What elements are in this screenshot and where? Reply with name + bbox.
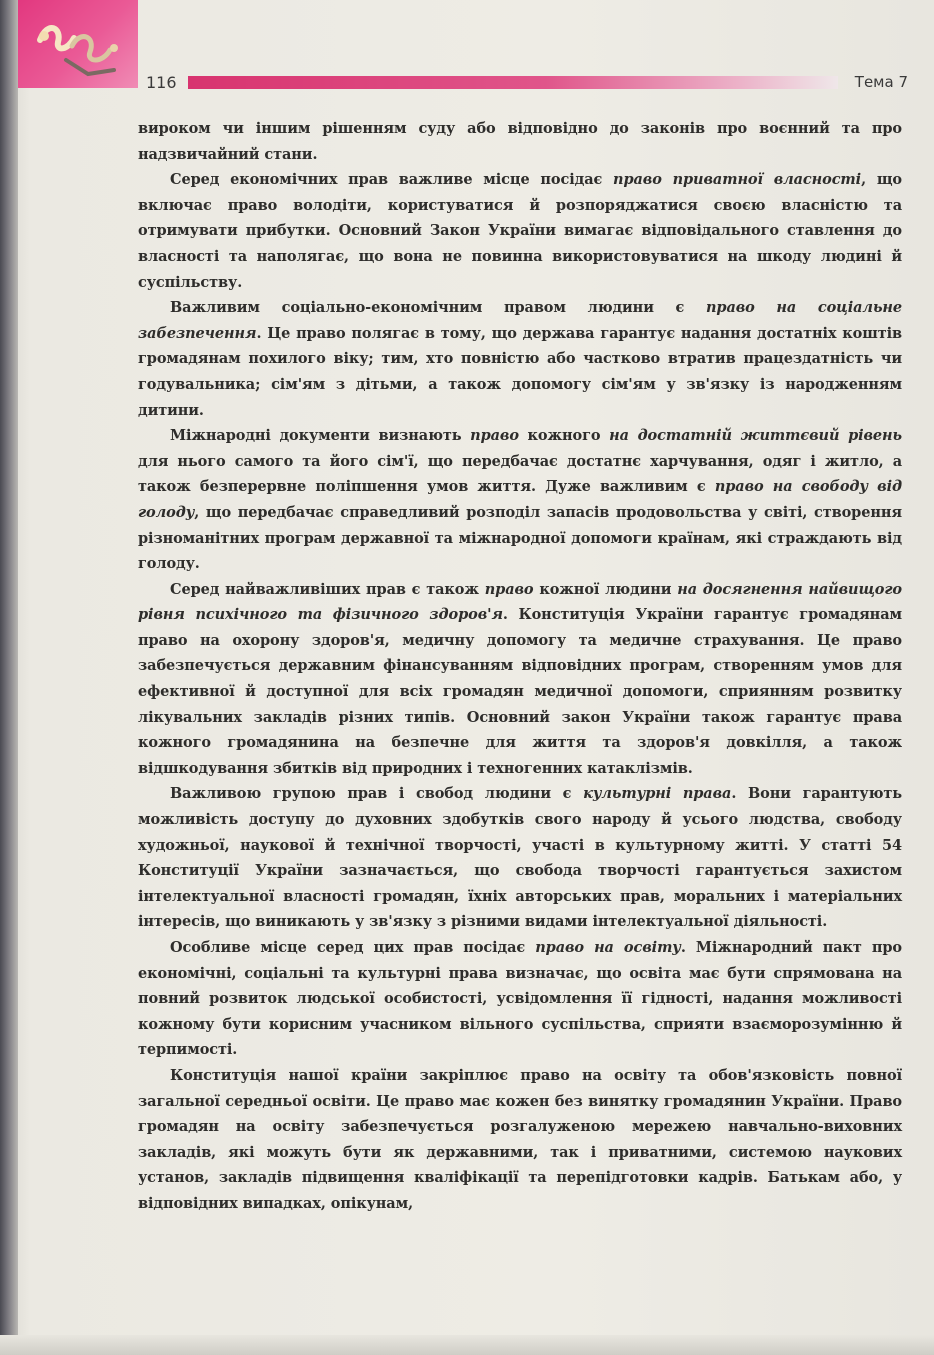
paragraph: Важливою групою прав і свобод людини є культурні права. Вони гарантують можливість доступу до духовних здобутків свого народу й усього людства, свободу художньої, наукової й технічної творчості, участі в культурному житті. У статті 54 Конституції України зазначається, що свобода творчості гарантується захистом інтелектуальної власності громадян, їхніх авторських прав, моральних і матеріальних інтересів, що виникають у зв'язку з різними видами інтелектуальної діяльності.	[138, 785, 902, 931]
paragraph: Конституція нашої країни закріплює право на освіту та обов'язковість повної загальної середньої освіти. Це право має кожен без винятку громадянин України. Право громадян на освіту забезпечується розгалуженою мережею навчально-виховних закладів, які можуть бути як державними, так і приватними, системою наукових установ, закладів підвищення кваліфікації та перепідготовки кадрів. Батькам або, у відповідних випадках, опікунам,	[138, 1066, 902, 1212]
decorative-figure-icon	[18, 0, 138, 88]
book-spine	[0, 0, 18, 1355]
emphasis: право на свободу від голоду	[138, 478, 902, 521]
chapter-label: Тема 7	[854, 73, 908, 91]
emphasis: право	[484, 580, 534, 598]
emphasis: на досягнення найвищого рівня психічного та фізичного здоров'я	[138, 580, 902, 624]
page-header	[138, 70, 908, 96]
page-bottom-edge	[0, 1335, 934, 1355]
emphasis: право приватної власності	[613, 171, 862, 189]
emphasis: право	[470, 427, 519, 445]
paragraph: Міжнародні документи визнають право кожного на достатній життєвий рівень для нього самого та його сім'ї, що передбачає достатнє харчування, одяг і житло, а також безперервне поліпшення умов життя. Дуже важливим є право на свободу від голоду, що передбачає справедливий розподіл запасів продовольства у світі, створення різноманітних програм державної та міжнародної допомоги країнам, які страждають від голоду.	[138, 427, 902, 573]
emphasis: право на соціальне забезпечення	[138, 299, 903, 342]
emphasis: право на освіту	[535, 939, 681, 956]
paragraph: Особливе місце серед цих прав посідає право на освіту. Міжнародний пакт про економічні, соціальні та культурні права визначає, що освіта має бути спрямована на повний розвиток людської особистості, усвідомлення її гідності, надання можливості кожному бути корисним учасником вільного суспільства, сприяти взаєморозумінню й терпимості.	[138, 939, 902, 1059]
emphasis: культурні права	[583, 785, 732, 803]
paragraph: Важливим соціально-економічним правом людини є право на соціальне забезпечення. Це право полягає в тому, що держава гарантує надання достатніх коштів громадянам похилого віку; тим, хто повністю або частково втратив працездатність чи годувальника; сім'ям з дітьми, а також допомогу сім'ям у зв'язку із народженням дитини.	[138, 299, 903, 419]
header-decorative-bar	[188, 76, 838, 89]
emphasis: на достатній життєвий рівень	[609, 427, 902, 445]
paragraph: вироком чи іншим рішенням суду або відповідно до законів про воєнний та про надзвичайний стани.	[138, 120, 902, 163]
corner-illustration	[18, 0, 138, 88]
page-number: 116	[146, 73, 177, 92]
body-text	[138, 116, 902, 1217]
paragraph: Серед економічних прав важливе місце посідає право приватної власності, що включає право володіти, користуватися й розпоряджатися своєю власністю та отримувати прибутки. Основний Закон України вимагає відповідального ставлення до власності та наполягає, що вона не повинна використовуватися на шкоду людині й суспільству.	[138, 171, 902, 291]
paragraph: Серед найважливіших прав є також право кожної людини на досягнення найвищого рівня психічного та фізичного здоров'я. Конституція України гарантує громадянам право на охорону здоров'я, медичну допомогу та медичне страхування. Це право забезпечується державним фінансуванням відповідних програм, створенням умов для ефективної й доступної для всіх громадян медичної допомоги, сприянням розвитку лікувальних закладів різних типів. Основний закон України також гарантує права кожного громадянина на безпечне для життя та здоров'я довкілля, а також відшкодування збитків від природних і техногенних катаклізмів.	[138, 580, 902, 777]
